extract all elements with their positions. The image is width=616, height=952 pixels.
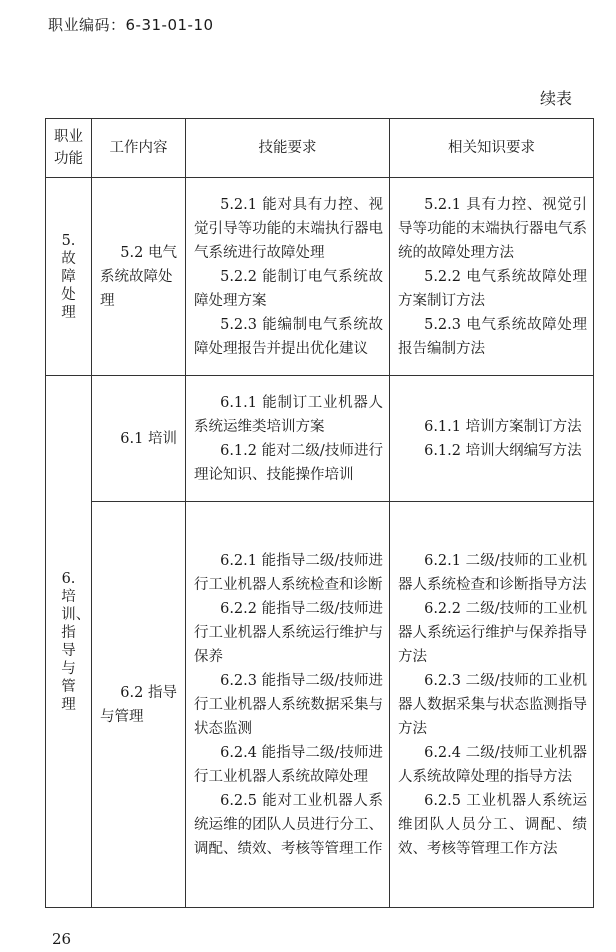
occupation-code: 职业编码：6-31-01-10 xyxy=(48,16,214,34)
skill-item: 6.2.2 能指导二级/技师进行工业机器人系统运行维护与保养 xyxy=(194,600,383,665)
work-content-text: 6.2 指导与管理 xyxy=(100,684,177,725)
skill-item: 6.2.4 能指导二级/技师进行工业机器人系统故障处理 xyxy=(194,744,383,785)
work-content-cell xyxy=(92,502,186,908)
table-header-row xyxy=(46,119,594,178)
function-name: 故障处理 xyxy=(61,250,76,321)
continued-label: 续表 xyxy=(540,89,573,108)
page-number: 26 xyxy=(52,930,72,948)
skills-table xyxy=(45,118,594,908)
skills-cell xyxy=(186,502,390,908)
work-content-cell xyxy=(92,376,186,502)
skill-item: 6.1.1 能制订工业机器人系统运维类培训方案 xyxy=(194,394,383,435)
skill-item: 5.2.1 能对具有力控、视觉引导等功能的末端执行器电气系统进行故障处理 xyxy=(194,196,383,261)
header-knowledge-requirements: 相关知识要求 xyxy=(390,119,594,178)
skill-item: 6.2.1 能指导二级/技师进行工业机器人系统检查和诊断 xyxy=(194,552,383,593)
header-skill-requirements: 技能要求 xyxy=(186,119,390,178)
work-content-cell xyxy=(92,178,186,376)
header-work-content: 工作内容 xyxy=(92,119,186,178)
skill-item: 5.2.3 能编制电气系统故障处理报告并提出优化建议 xyxy=(194,316,383,357)
function-name: 培训、指导与管理 xyxy=(61,588,91,713)
work-content-text: 5.2 电气系统故障处理 xyxy=(100,244,177,309)
skills-cell xyxy=(186,376,390,502)
knowledge-item: 6.2.4 二级/技师工业机器人系统故障处理的指导方法 xyxy=(398,744,587,785)
table-row xyxy=(46,178,594,376)
table-row xyxy=(46,376,594,502)
knowledge-cell xyxy=(390,502,594,908)
function-cell xyxy=(46,178,92,376)
function-cell xyxy=(46,376,92,908)
skills-cell xyxy=(186,178,390,376)
function-number: 5. xyxy=(61,232,76,249)
knowledge-item: 5.2.3 电气系统故障处理报告编制方法 xyxy=(398,316,587,357)
knowledge-item: 6.2.5 工业机器人系统运维团队人员分工、调配、绩效、考核等管理工作方法 xyxy=(398,792,587,857)
work-content-text: 6.1 培训 xyxy=(120,430,177,447)
table-row xyxy=(46,502,594,908)
knowledge-item: 5.2.2 电气系统故障处理方案制订方法 xyxy=(398,268,587,309)
knowledge-item: 6.1.1 培训方案制订方法 xyxy=(424,418,582,435)
knowledge-cell xyxy=(390,376,594,502)
knowledge-cell xyxy=(390,178,594,376)
knowledge-item: 6.2.3 二级/技师的工业机器人数据采集与状态监测指导方法 xyxy=(398,672,587,737)
skill-item: 6.2.5 能对工业机器人系统运维的团队人员进行分工、调配、绩效、考核等管理工作 xyxy=(194,792,383,857)
header-function: 职业功能 xyxy=(46,119,92,178)
skill-item: 6.1.2 能对二级/技师进行理论知识、技能操作培训 xyxy=(194,442,383,483)
skill-item: 6.2.3 能指导二级/技师进行工业机器人系统数据采集与状态监测 xyxy=(194,672,383,737)
knowledge-item: 6.1.2 培训大纲编写方法 xyxy=(424,442,582,459)
skill-item: 5.2.2 能制订电气系统故障处理方案 xyxy=(194,268,383,309)
knowledge-item: 6.2.1 二级/技师的工业机器人系统检查和诊断指导方法 xyxy=(398,552,587,593)
function-number: 6. xyxy=(61,570,76,587)
knowledge-item: 5.2.1 具有力控、视觉引导等功能的末端执行器电气系统的故障处理方法 xyxy=(398,196,587,261)
knowledge-item: 6.2.2 二级/技师的工业机器人系统运行维护与保养指导方法 xyxy=(398,600,587,665)
